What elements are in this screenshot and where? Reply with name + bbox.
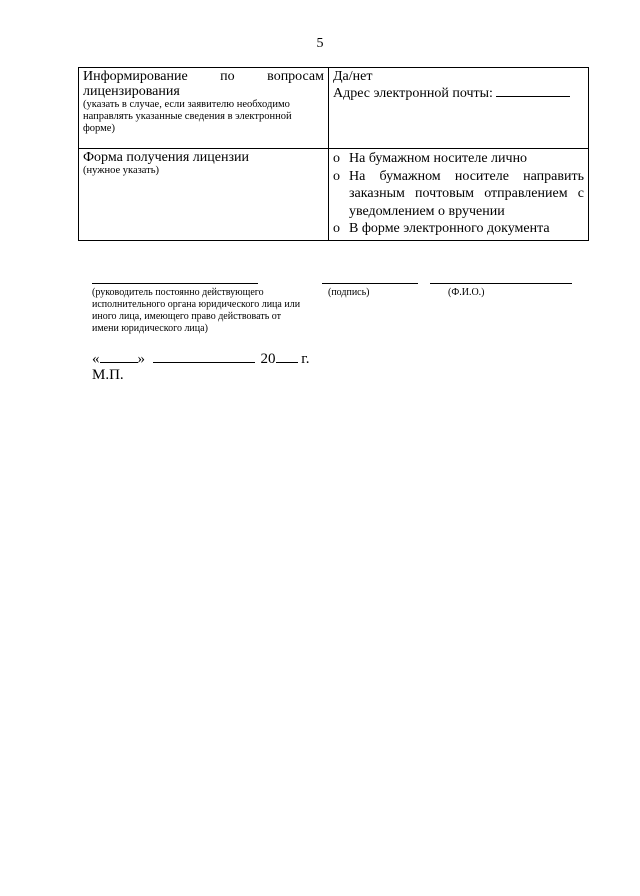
license-form-title: Форма получения лицензии (83, 150, 249, 165)
informing-value-cell (329, 68, 589, 149)
signature-caption: (подпись) (328, 287, 370, 298)
full-name-caption: (Ф.И.О.) (448, 287, 485, 298)
date-close-quote: » (137, 351, 145, 367)
signature-line[interactable] (322, 283, 418, 284)
license-form-options-cell (329, 149, 589, 241)
yes-no-label: Да/нет (333, 69, 373, 84)
license-form-note: (нужное указать) (83, 165, 160, 176)
radio-circle-icon: o (333, 151, 340, 166)
head-caption: (руководитель постоянно действующего исполнительного органа юридического лица или иного лица, имеющего право действовать от имени юридического лица) (92, 287, 301, 334)
license-form-table (78, 67, 589, 241)
email-row (333, 84, 584, 101)
informing-note: (указать в случае, если заявителю необходимо направлять указанные сведения в электронной форме) (83, 99, 292, 134)
informing-label-cell (79, 68, 329, 149)
license-form-options (333, 150, 584, 238)
email-input-line[interactable] (496, 84, 570, 97)
option-paper-personal[interactable]: o На бумажном носителе лично (333, 151, 528, 166)
year-suffix: г. (301, 351, 310, 367)
page-number: 5 (316, 36, 324, 51)
table-row-license-form (79, 149, 589, 241)
year-prefix: 20 (260, 351, 276, 367)
year-input-line[interactable] (276, 349, 298, 363)
radio-circle-icon: o (333, 168, 340, 184)
month-input-line[interactable] (153, 349, 255, 363)
option-paper-mail[interactable]: o На бумажном носителе направить заказным почтовым отправлением с уведомлением о вручении (333, 168, 584, 219)
full-name-line[interactable] (430, 283, 572, 284)
option-electronic[interactable]: o В форме электронного документа (333, 221, 550, 236)
day-input-line[interactable] (100, 349, 138, 363)
table-row-informing (79, 68, 589, 149)
date-row (92, 349, 309, 368)
date-open-quote: « (92, 351, 100, 367)
head-signature-line[interactable] (92, 283, 258, 284)
informing-title: Информирование по вопросам лицензирования (83, 69, 324, 99)
license-form-label-cell (79, 149, 329, 241)
stamp-label: М.П. (92, 367, 124, 383)
email-label: Адрес электронной почты: (333, 86, 493, 101)
radio-circle-icon: o (333, 221, 340, 236)
